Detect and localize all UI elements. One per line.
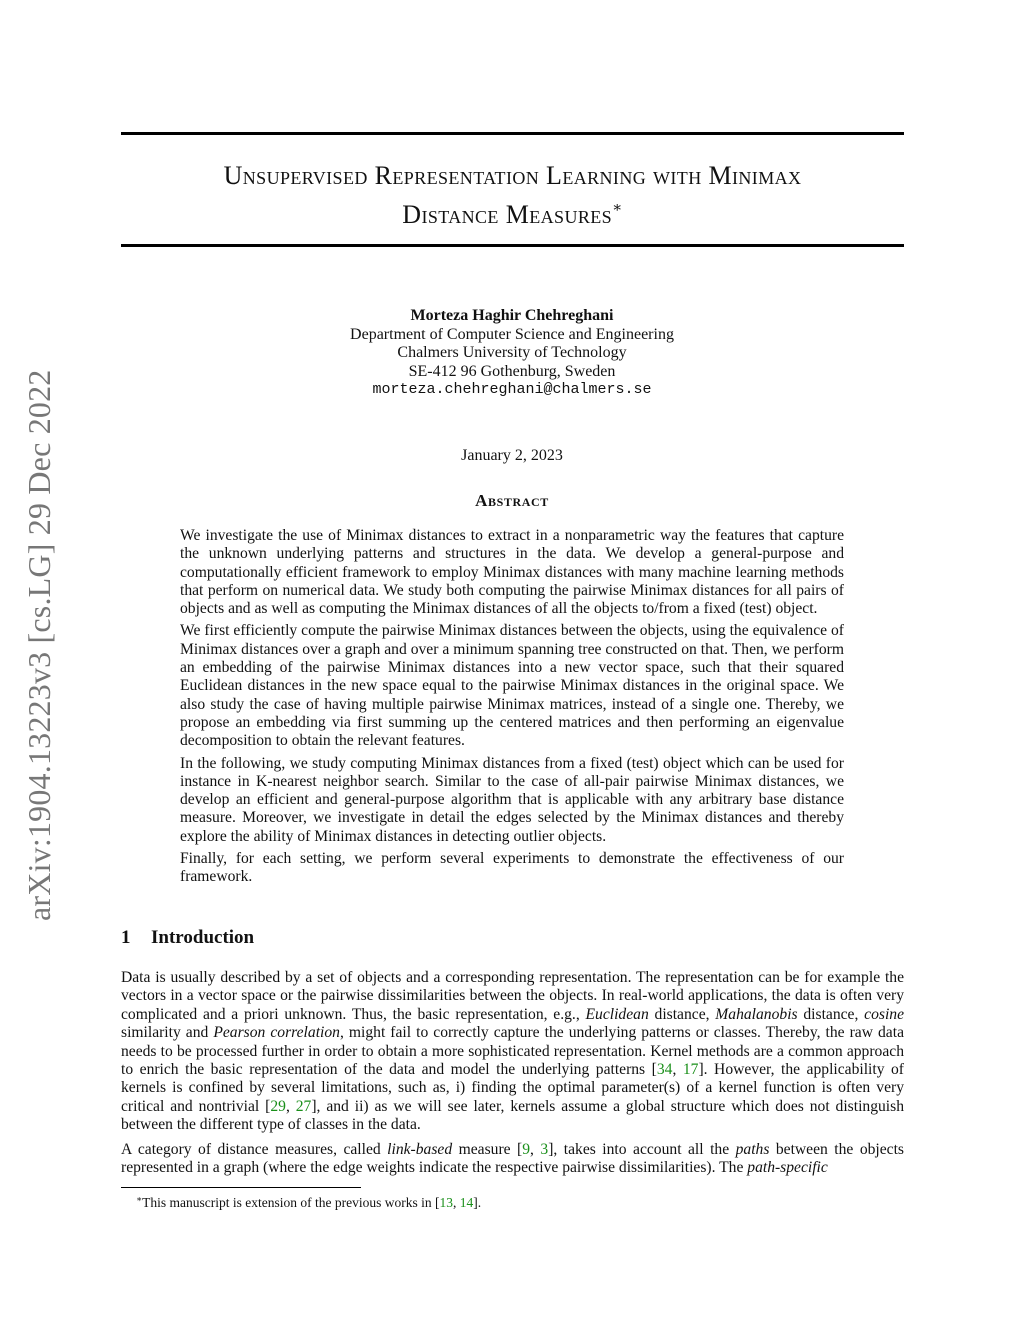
text-run: ]. However, the applicability of kernels is confined by several limitations, such as, i) finding the optimal parameter(s) of a kernel function is often very critical and nontrivial [	[121, 1061, 905, 1115]
text-run: ], takes into account all the	[548, 1140, 736, 1158]
term-path-specific: path-specific	[747, 1159, 828, 1177]
text-run: measure [	[452, 1140, 523, 1158]
title-line-2	[121, 192, 904, 231]
abstract-paragraph-4: Finally, for each setting, we perform several experiments to demonstrate the effectiveness of our framework.	[180, 850, 844, 886]
author-email[interactable]: morteza.chehreghani@chalmers.se	[372, 381, 652, 398]
text-run: distance,	[648, 1005, 716, 1023]
title-line-1: Unsupervised Representation Learning with Minimax	[223, 161, 802, 190]
text-run: Data is usually described by a set of objects and a corresponding representation. The representation can be for example the vectors in a vector space or the pairwise dissimilarities between the objects. In real-world applications, the data is often very complicated and a priori unknown. Thus, the basic representation, e.g.,	[121, 969, 904, 1023]
abstract-paragraph-3: In the following, we study computing Minimax distances from a fixed (test) object which can be used for instance in K-nearest neighbor search. Similar to the case of all-pair pairwise Minimax distances, we develop an efficient and general-purpose algorithm that is applicable with any arbitrary base distance measure. Moreover, we investigate in detail the edges selected by the Minimax distances and thereby explore the ability of Minimax distances in detecting outlier objects.	[180, 754, 844, 845]
term-euclidean: Euclidean	[585, 1005, 649, 1023]
term-cosine: cosine	[864, 1005, 904, 1023]
term-paths: paths	[735, 1140, 770, 1158]
citation-link[interactable]: 14	[459, 1195, 474, 1210]
text-run: similarity and	[121, 1024, 214, 1042]
title-top-rule	[121, 132, 904, 135]
text-run: ,	[452, 1195, 460, 1210]
author-university: Chalmers University of Technology	[397, 344, 627, 361]
arxiv-identifier: arXiv:1904.13223v3 [cs.LG] 29 Dec 2022	[21, 369, 57, 921]
intro-paragraph-1	[121, 969, 904, 1135]
citation-link[interactable]: 27	[295, 1097, 312, 1115]
footnote	[136, 1191, 836, 1211]
abstract-paragraph-2: We first efficiently compute the pairwise Minimax distances between the objects, using the equivalence of Minimax distances over a graph and over a minimum spanning tree constructed on that. Then, we perform an embedding of the pairwise Minimax distances into a new vector space, such that their squared Euclidean distances in the new space equal to the pairwise Minimax distances in the original space. We also study the case of having multiple pairwise Minimax matrices, instead of a single one. Thereby, we propose an embedding via first summing up the centered matrices and then performing an eigenvalue decomposition to obtain the relevant features.	[180, 622, 844, 750]
abstract-paragraph-1: We investigate the use of Minimax distances to extract in a nonparametric way the features that capture the unknown underlying patterns and structures in the data. We develop a general-purpose and computationally efficient framework to employ Minimax distances with many machine learning methods that perform on numerical data. We study both computing the pairwise Minimax distances for all pairs of objects and as well as computing the Minimax distances of all the objects to/from a fixed (test) object.	[180, 527, 844, 618]
term-pearson: Pearson correlation	[213, 1024, 340, 1042]
section-title: Introduction	[151, 927, 255, 948]
paper-title	[121, 160, 904, 231]
author-name: Morteza Haghir Chehreghani	[410, 307, 614, 324]
footnote-mark: ∗	[136, 1194, 143, 1204]
text-run: A category of distance measures, called	[121, 1140, 388, 1158]
text-run: between the objects represented in a graph (where the edge weights indicate the respective pairwise dissimilarities). The	[121, 1140, 904, 1177]
text-run: , might fail to correctly capture the underlying patterns or classes. Thereby, the raw data needs to be processed further in order to obtain a more sophisticated representation. Kernel methods are a common approach to enrich the basic representation of the data and model the underlying patterns [	[121, 1024, 904, 1079]
author-address: SE-412 96 Gothenburg, Sweden	[408, 362, 616, 380]
intro-paragraph-2	[121, 1141, 904, 1178]
footnote-rule	[121, 1187, 361, 1188]
text-run: ].	[473, 1195, 482, 1210]
section-number: 1	[121, 927, 131, 948]
citation-link[interactable]: 13	[439, 1195, 453, 1210]
abstract-heading: Abstract	[475, 491, 549, 510]
text-run: distance,	[797, 1005, 865, 1023]
abstract-body	[180, 527, 844, 891]
section-heading-introduction	[121, 927, 521, 949]
citation-link[interactable]: 29	[270, 1097, 286, 1115]
citation-link[interactable]: 34	[656, 1061, 673, 1079]
paper-date: January 2, 2023	[461, 447, 563, 464]
text-run: ,	[672, 1061, 683, 1079]
author-block	[212, 307, 812, 400]
term-mahalanobis: Mahalanobis	[715, 1005, 798, 1023]
citation-link[interactable]: 17	[682, 1061, 699, 1079]
citation-link[interactable]: 9	[522, 1140, 531, 1158]
title-line-2-text: Distance Measures	[402, 200, 613, 229]
text-run: ,	[285, 1097, 296, 1115]
text-run: ], and ii) as we will see later, kernels assume a global structure which does not distinguish between the different type of classes in the data.	[121, 1097, 905, 1134]
introduction-body	[121, 969, 904, 1183]
term-link-based: link-based	[387, 1140, 453, 1158]
title-bottom-rule	[121, 244, 904, 247]
author-department: Department of Computer Science and Engineering	[350, 325, 674, 343]
title-footnote-mark: ∗	[612, 200, 623, 216]
text-run: ,	[530, 1140, 541, 1158]
text-run: This manuscript is extension of the previous works in [	[142, 1195, 440, 1210]
citation-link[interactable]: 3	[540, 1140, 549, 1158]
